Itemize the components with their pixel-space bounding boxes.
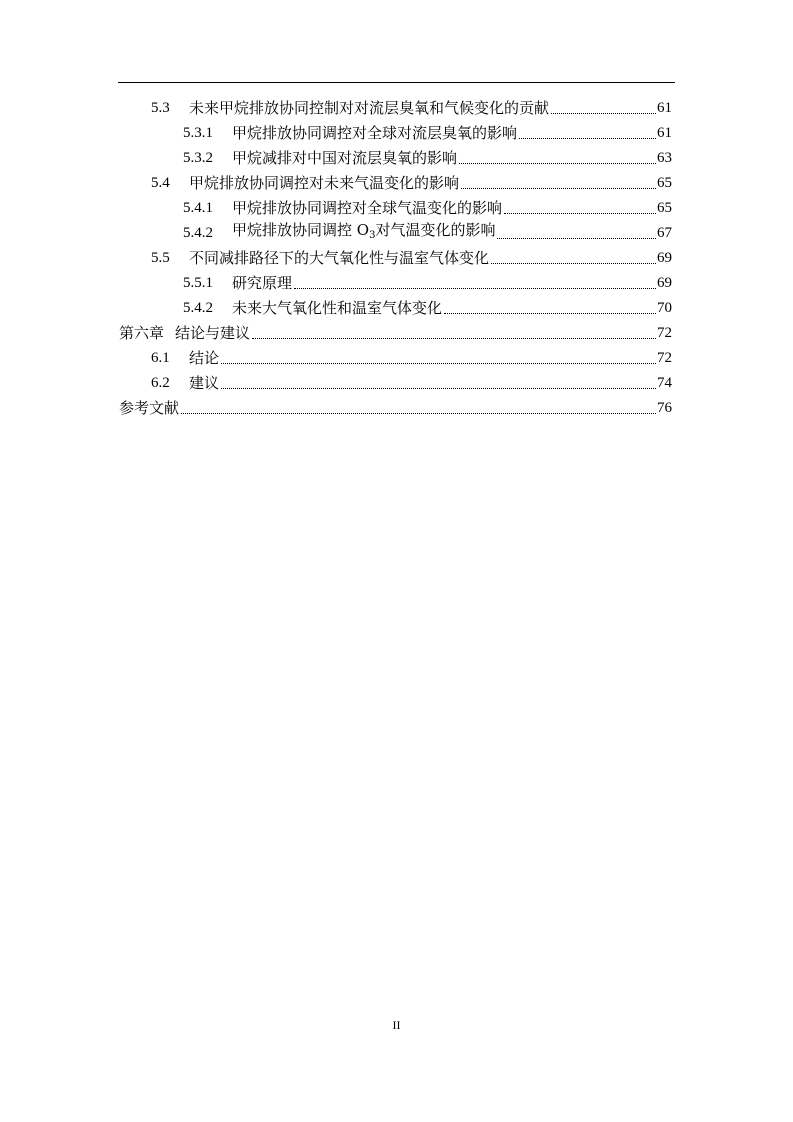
toc-leader-dots	[504, 213, 656, 214]
toc-entry-title: 甲烷排放协同调控对未来气温变化的影响	[189, 174, 460, 192]
toc-entry[interactable]	[119, 396, 672, 418]
toc-entry-page: 70	[657, 300, 672, 316]
toc-entry-title: 参考文献	[119, 399, 180, 417]
ozone-subscript: 3	[369, 230, 376, 241]
toc-entry-number: 5.4.1	[183, 200, 213, 216]
toc-entry-number: 5.5	[151, 250, 170, 266]
toc-leader-dots	[444, 313, 656, 314]
toc-entry-number: 6.1	[151, 350, 170, 366]
toc-leader-dots	[491, 263, 656, 264]
toc-leader-dots	[294, 288, 656, 289]
toc-entry-page: 72	[657, 350, 672, 366]
toc-entry-number: 5.3.2	[183, 150, 213, 166]
toc-entry[interactable]	[151, 371, 672, 393]
toc-entry-page: 69	[657, 250, 672, 266]
toc-entry-title: 结论与建议	[175, 324, 251, 342]
toc-entry-title: 甲烷减排对中国对流层臭氧的影响	[232, 149, 458, 167]
toc-entry-page: 69	[657, 275, 672, 291]
toc-entry-page: 61	[657, 125, 672, 141]
toc-entry[interactable]	[183, 146, 672, 168]
toc-entry-page: 61	[657, 100, 672, 116]
toc-leader-dots	[459, 163, 656, 164]
toc-leader-dots	[497, 238, 656, 239]
toc-entry-number: 5.3	[151, 100, 170, 116]
toc-entry[interactable]	[183, 221, 672, 243]
page-number: II	[392, 1018, 401, 1032]
toc-entry-title: 结论	[189, 349, 220, 367]
toc-entry-number: 5.4.2	[183, 225, 213, 241]
toc-entry-page: 63	[657, 150, 672, 166]
toc-entry-number: 5.5.1	[183, 275, 213, 291]
toc-leader-dots	[221, 363, 656, 364]
toc-entry[interactable]	[119, 321, 672, 343]
header-rule	[118, 82, 675, 83]
toc-entry-page: 76	[657, 400, 672, 416]
toc-entry-page: 65	[657, 175, 672, 191]
toc-entry-number: 5.3.1	[183, 125, 213, 141]
toc-entry-title: 研究原理	[232, 274, 293, 292]
toc-entry-title	[232, 221, 495, 243]
toc-entry[interactable]	[151, 171, 672, 193]
toc-entry[interactable]	[183, 296, 672, 318]
toc-entry-title: 甲烷排放协同调控对全球对流层臭氧的影响	[232, 124, 518, 142]
toc-entry-number: 5.4.2	[183, 300, 213, 316]
toc-entry-number: 第六章	[119, 324, 165, 342]
toc-entry-title: 未来甲烷排放协同控制对对流层臭氧和气候变化的贡献	[189, 99, 550, 117]
toc-entry-title: 不同减排路径下的大气氧化性与温室气体变化	[189, 249, 490, 267]
toc-entry-page: 74	[657, 375, 672, 391]
toc-entry-title: 未来大气氧化性和温室气体变化	[232, 299, 443, 317]
toc-entry-page: 67	[657, 225, 672, 241]
toc-leader-dots	[551, 113, 656, 114]
toc-entry-number: 6.2	[151, 375, 170, 391]
toc-entry[interactable]	[183, 271, 672, 293]
toc-entry[interactable]	[151, 346, 672, 368]
toc-leader-dots	[181, 413, 656, 414]
toc-entry-page: 72	[657, 325, 672, 341]
toc-entry[interactable]	[151, 96, 672, 118]
toc-entry-title-text: 甲烷排放协同调控 O	[232, 221, 370, 239]
toc-leader-dots	[221, 388, 656, 389]
toc-entry[interactable]	[151, 246, 672, 268]
toc-leader-dots	[252, 338, 656, 339]
toc-entry-title: 建议	[189, 374, 220, 392]
toc-entry[interactable]	[183, 196, 672, 218]
toc-entry-number: 5.4	[151, 175, 170, 191]
toc-entry-page: 65	[657, 200, 672, 216]
toc-entry-title-text: 对气温变化的影响	[375, 221, 496, 239]
toc-entry-title: 甲烷排放协同调控对全球气温变化的影响	[232, 199, 503, 217]
toc-entry[interactable]	[183, 121, 672, 143]
toc-leader-dots	[461, 188, 656, 189]
toc-leader-dots	[519, 138, 656, 139]
